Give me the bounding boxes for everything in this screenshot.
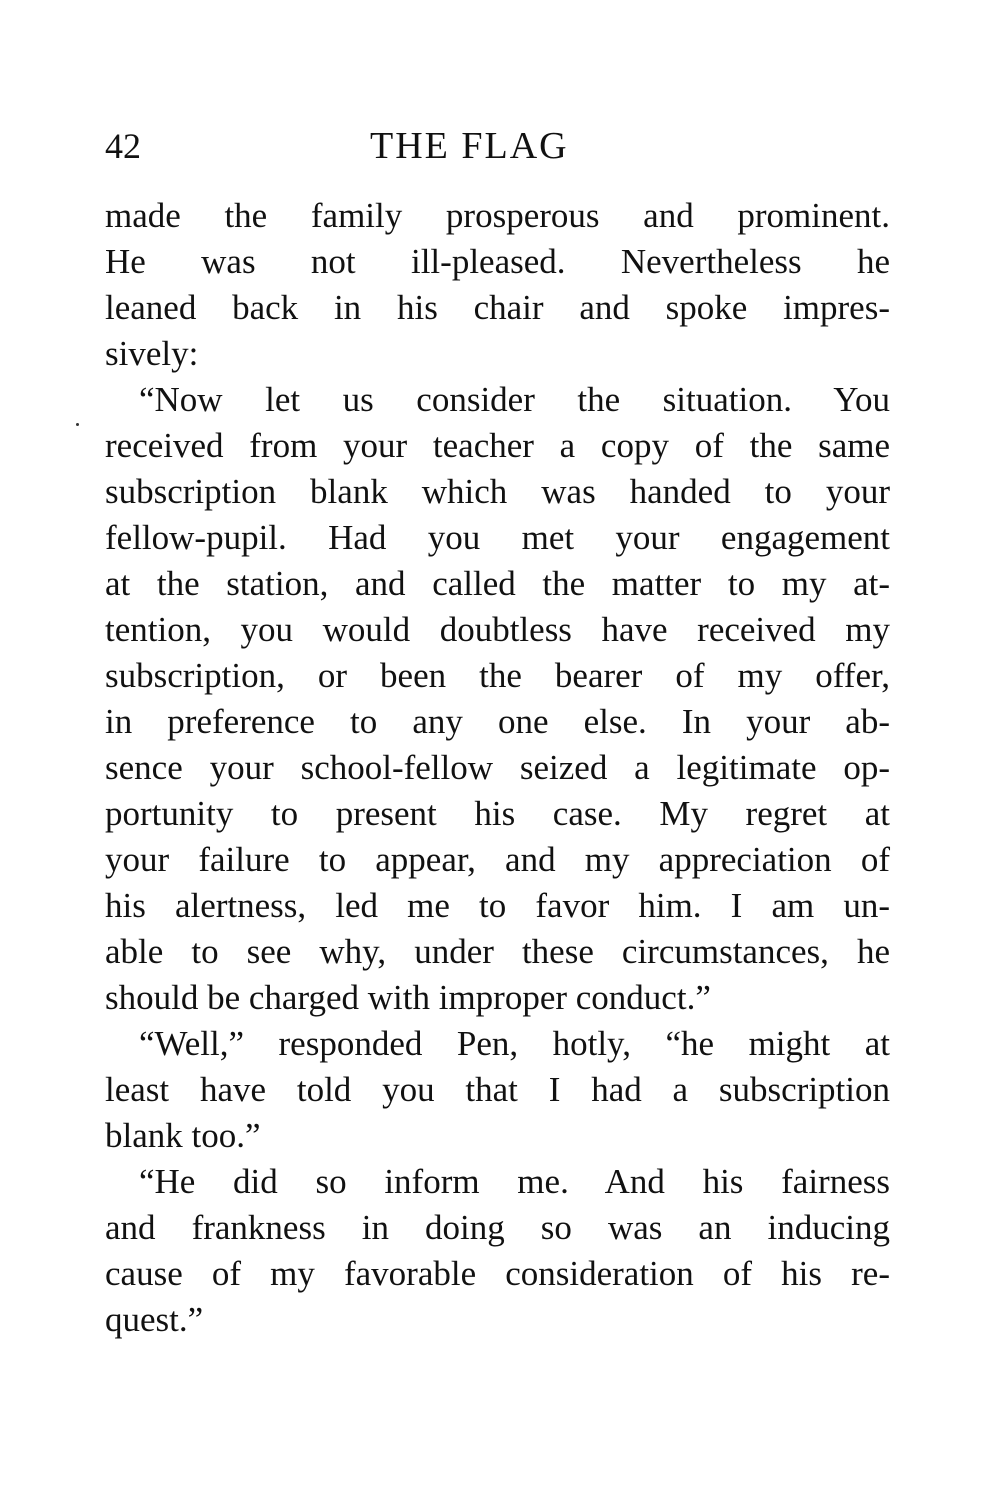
text-line: “He did so inform me. And his fairness [139, 1162, 890, 1201]
text-line: “Well,” responded Pen, hotly, “he might at [139, 1024, 890, 1063]
text-line: your failure to appear, and my appreciation of [105, 840, 890, 879]
text-line: He was not ill-pleased. Nevertheless he [105, 242, 890, 281]
body-text [105, 193, 890, 1343]
text-line: sively: [105, 334, 199, 373]
text-line: received from your teacher a copy of the same [105, 426, 890, 465]
page-header [105, 120, 890, 172]
text-line: quest.” [105, 1300, 204, 1339]
text-line: cause of my favorable consideration of his re- [105, 1254, 890, 1293]
text-line: “Now let us consider the situation. You [139, 380, 890, 419]
text-line: least have told you that I had a subscription [105, 1070, 890, 1109]
text-line: and frankness in doing so was an inducing [105, 1208, 890, 1247]
text-line: blank too.” [105, 1116, 261, 1155]
text-line: at the station, and called the matter to my at- [105, 564, 890, 603]
text-line: leaned back in his chair and spoke impres- [105, 288, 890, 327]
text-line: should be charged with improper conduct.” [105, 978, 711, 1017]
text-line: in preference to any one else. In your ab- [105, 702, 890, 741]
text-line: subscription, or been the bearer of my offer, [105, 656, 890, 695]
text-line: made the family prosperous and prominent. [105, 196, 890, 235]
text-line: sence your school-fellow seized a legitimate op- [105, 748, 890, 787]
text-line: portunity to present his case. My regret at [105, 794, 890, 833]
margin-mark [76, 423, 79, 426]
text-line: fellow-pupil. Had you met your engagement [105, 518, 890, 557]
text-line: tention, you would doubtless have received my [105, 610, 890, 649]
running-title: THE FLAG [370, 125, 569, 167]
text-line: his alertness, led me to favor him. I am un- [105, 886, 890, 925]
page-number: 42 [105, 126, 141, 166]
text-line: able to see why, under these circumstances, he [105, 932, 890, 971]
text-line: subscription blank which was handed to your [105, 472, 890, 511]
